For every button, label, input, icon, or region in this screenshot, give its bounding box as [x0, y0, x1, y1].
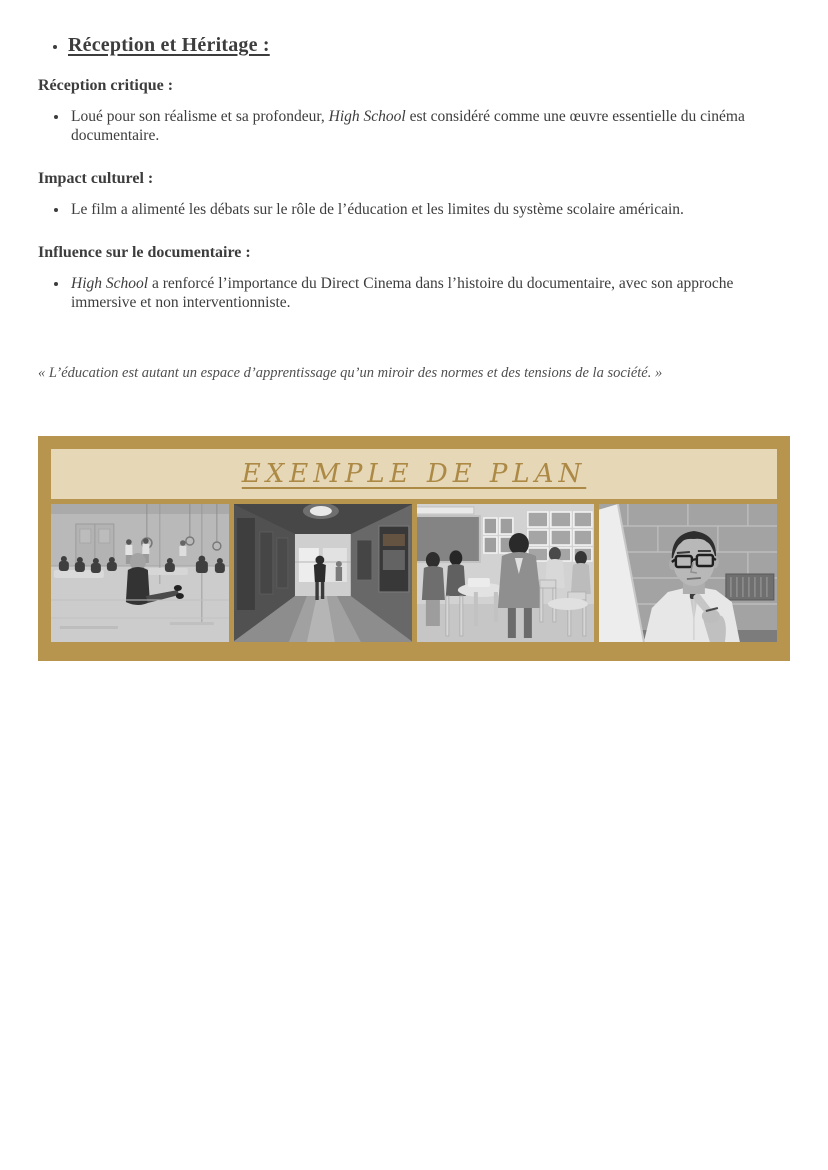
film-still-strip — [51, 504, 777, 642]
bullet-reception-critique — [69, 108, 790, 146]
main-heading-list — [38, 34, 790, 57]
banner-header — [51, 449, 777, 499]
teacher-closeup-illustration — [599, 504, 777, 642]
bullet-text: Le film a alimenté les débats sur le rôle de l’éducation et les limites du système scolaire américain. — [71, 200, 684, 218]
influence-bullet-list — [38, 275, 790, 313]
exemple-de-plan-banner — [38, 436, 790, 661]
bullet-text: Loué pour son réalisme et sa profondeur, — [71, 108, 329, 125]
bullet-influence-documentaire — [69, 275, 790, 313]
impact-bullet-list — [38, 201, 790, 220]
main-heading-item — [68, 34, 790, 57]
film-title: High School — [328, 108, 406, 125]
page-title: Réception et Héritage : — [68, 34, 270, 56]
subheading-reception-critique: Réception critique : — [38, 77, 174, 94]
bullet-impact-culturel — [69, 201, 790, 220]
subheading-influence-documentaire: Influence sur le documentaire : — [38, 243, 251, 261]
quote: « L’éducation est autant un espace d’apprentissage qu’un miroir des normes et des tensions de la société. » — [38, 364, 663, 381]
photo-teacher-closeup — [599, 504, 777, 642]
reception-bullet-list — [38, 108, 790, 146]
photo-hallway-scene — [234, 504, 412, 642]
classroom-scene-illustration — [417, 504, 595, 642]
film-title: High School — [71, 274, 149, 292]
subheading-impact-culturel: Impact culturel : — [38, 169, 154, 187]
bullet-text: est considéré comme une œuvre essentielle du cinéma documentaire. — [71, 108, 745, 144]
banner-title: EXEMPLE DE PLAN — [241, 458, 587, 489]
bullet-text: a renforcé l’importance du Direct Cinema dans l’histoire du documentaire, avec son approche immersive et non interventionniste. — [71, 274, 734, 311]
photo-classroom-scene — [417, 504, 595, 642]
hallway-scene-illustration — [234, 504, 412, 642]
gym-scene-illustration — [51, 504, 229, 642]
photo-gym-scene — [51, 504, 229, 642]
